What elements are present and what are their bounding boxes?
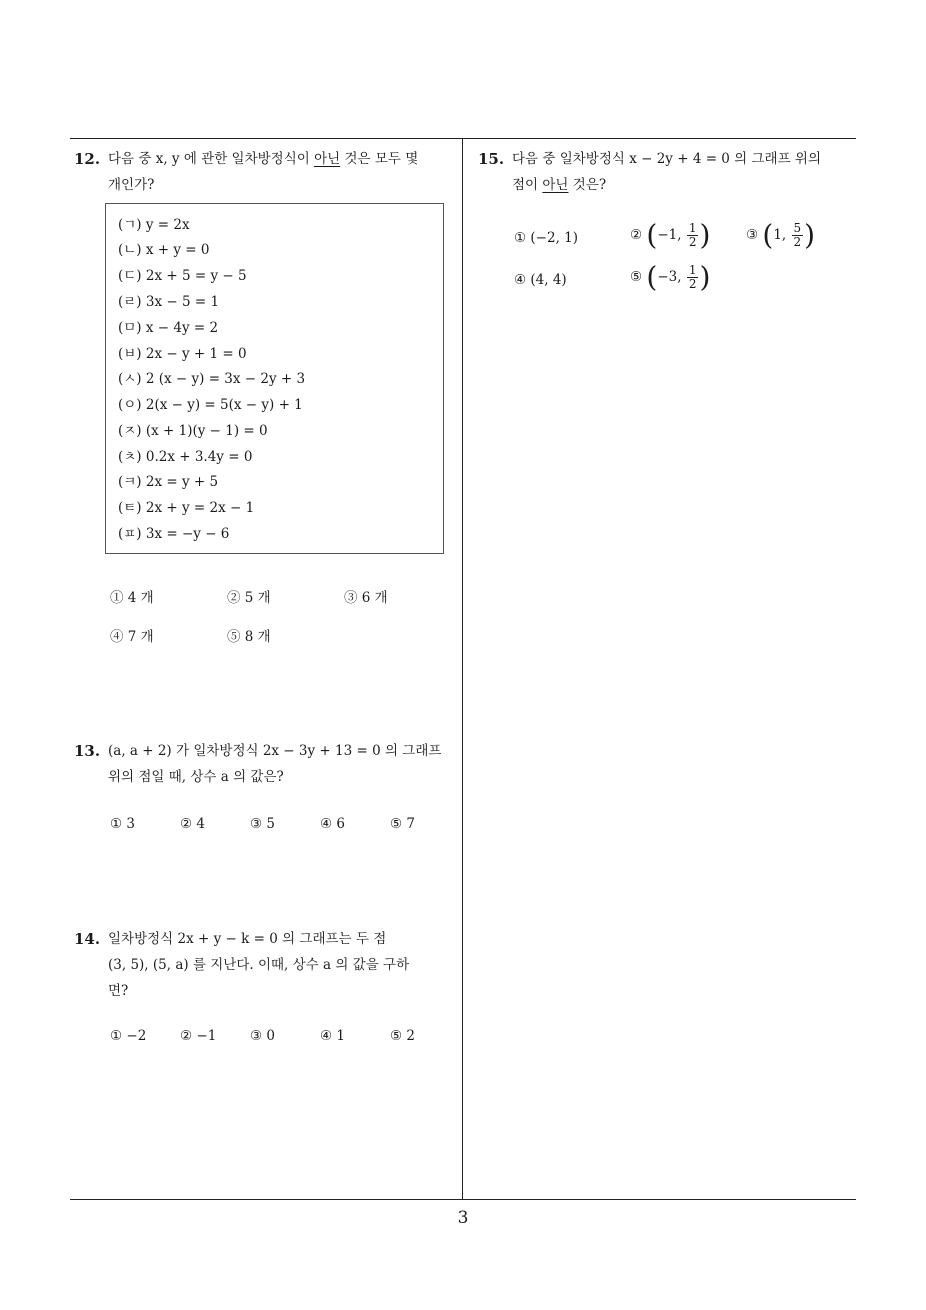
equation-item: (ㄴ) x + y = 0 — [118, 242, 210, 258]
underlined-word: 아닌 — [314, 151, 341, 167]
choice-2[interactable]: ② (−1, $\frac{1}{2}$ ) — [630, 218, 711, 252]
bottom-rule — [70, 1199, 856, 1200]
underlined-word: 아닌 — [542, 177, 569, 193]
equation-item: (ㅊ) 0.2x + 3.4y = 0 — [118, 449, 253, 465]
choice-3[interactable]: ③ (1, $\frac{5}{2}$ ) — [746, 218, 816, 252]
question-stem: (a, a + 2) 가 일차방정식 2x − 3y + 13 = 0 의 그래프 위의 점일 때, 상수 a 의 값은? — [108, 743, 442, 785]
equation-item: (ㄹ) 3x − 5 = 1 — [118, 294, 220, 310]
fraction: $\frac{5}{2}$ — [793, 221, 802, 249]
choice-5[interactable]: ⑤ 2 — [390, 1028, 415, 1044]
choice-1[interactable]: ① (−2, 1) — [514, 230, 579, 246]
choice-4[interactable]: ④ (4, 4) — [514, 272, 567, 288]
question-stem: 다음 중 x, y 에 관한 일차방정식이 아닌 것은 모두 몇 개인가? — [108, 151, 419, 193]
question-number: 13. — [74, 742, 101, 760]
equation-item: (ㅌ) 2x + y = 2x − 1 — [118, 500, 255, 516]
equation-item: (ㄱ) y = 2x — [118, 217, 190, 233]
choice-1[interactable]: ① −2 — [110, 1028, 147, 1044]
question-number: 12. — [74, 150, 101, 168]
question-stem: 다음 중 일차방정식 x − 2y + 4 = 0 의 그래프 위의 점이 아닌 것은? — [512, 151, 822, 193]
question-stem: 일차방정식 2x + y − k = 0 의 그래프는 두 점 (3, 5), (5, a) 를 지난다. 이때, 상수 a 의 값을 구하 면? — [108, 931, 410, 999]
equation-item: (ㅅ) 2 (x − y) = 3x − 2y + 3 — [118, 371, 306, 387]
page-number: 3 — [457, 1208, 469, 1228]
equation-item: (ㅁ) x − 4y = 2 — [118, 320, 219, 336]
choice-1[interactable]: ① 3 — [110, 816, 135, 832]
equation-item: (ㅋ) 2x = y + 5 — [118, 474, 219, 490]
choice-5[interactable]: ⑤ (−3, $\frac{1}{2}$ ) — [630, 260, 711, 294]
top-rule — [70, 138, 856, 139]
equation-item: (ㅈ) (x + 1)(y − 1) = 0 — [118, 423, 268, 439]
choice-2[interactable]: ② −1 — [180, 1028, 217, 1044]
question-14 — [74, 926, 458, 1006]
column-divider — [462, 139, 463, 1200]
choice-3[interactable]: ③ 0 — [250, 1028, 275, 1044]
choice-3[interactable]: ③ 5 — [250, 816, 275, 832]
question-15 — [478, 146, 862, 206]
choice-4[interactable]: ④ 7 개 — [110, 629, 154, 645]
question-12 — [74, 146, 458, 206]
choice-2[interactable]: ② 4 — [180, 816, 205, 832]
question-number: 15. — [478, 150, 505, 168]
equation-item: (ㄷ) 2x + 5 = y − 5 — [118, 268, 247, 284]
choice-2[interactable]: ② 5 개 — [227, 590, 271, 606]
equation-box — [105, 203, 444, 554]
fraction: $\frac{1}{2}$ — [688, 263, 697, 291]
equation-item: (ㅍ) 3x = −y − 6 — [118, 526, 230, 542]
equation-item: (ㅇ) 2(x − y) = 5(x − y) + 1 — [118, 397, 303, 413]
equation-item: (ㅂ) 2x − y + 1 = 0 — [118, 346, 247, 362]
choice-3[interactable]: ③ 6 개 — [344, 590, 388, 606]
choice-4[interactable]: ④ 6 — [320, 816, 345, 832]
fraction: $\frac{1}{2}$ — [688, 221, 697, 249]
choice-4[interactable]: ④ 1 — [320, 1028, 345, 1044]
question-number: 14. — [74, 930, 101, 948]
choice-5[interactable]: ⑤ 8 개 — [227, 629, 271, 645]
question-13 — [74, 738, 458, 798]
choice-5[interactable]: ⑤ 7 — [390, 816, 415, 832]
choice-1[interactable]: ① 4 개 — [110, 590, 154, 606]
